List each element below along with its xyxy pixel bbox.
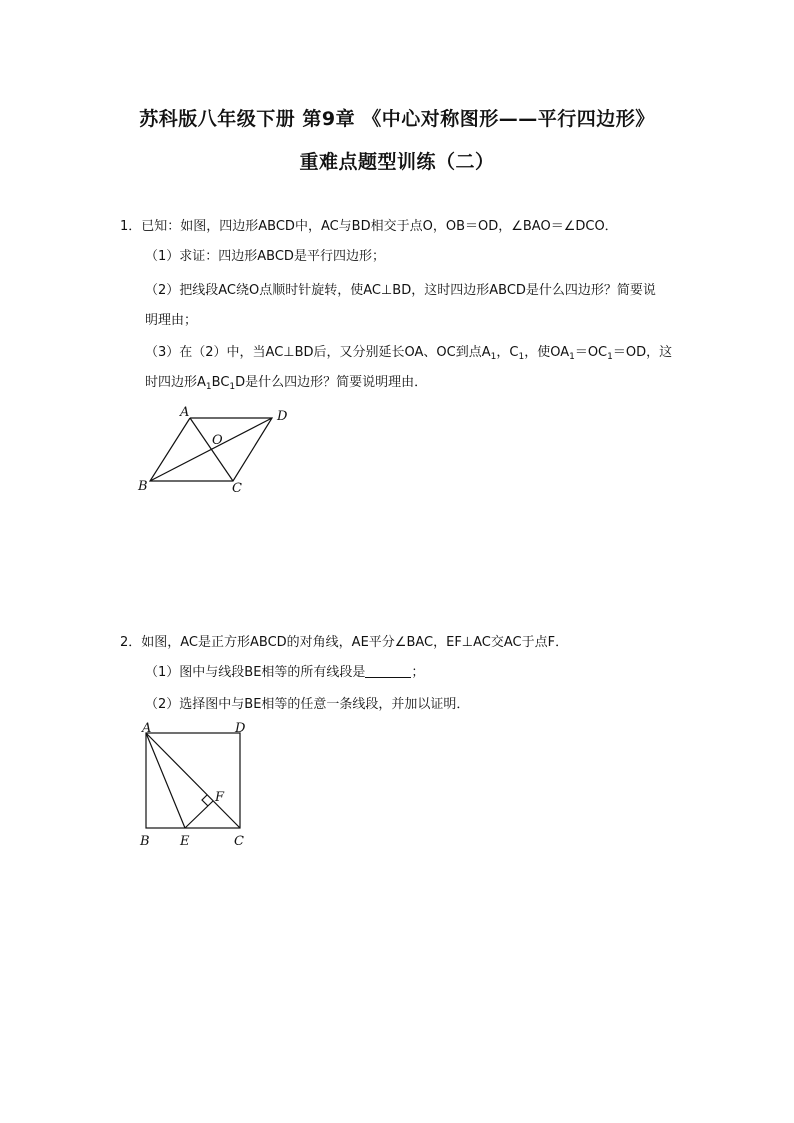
q2-label-f: F xyxy=(215,790,225,805)
q1-part1: （1）求证：四边形ABCD是平行四边形； xyxy=(145,249,385,264)
q1-label-b: B xyxy=(138,479,148,494)
q1-label-o: O xyxy=(212,433,223,448)
q1-stem: 1．已知：如图，四边形ABCD中，AC与BD相交于点O，OB＝OD，∠BAO＝∠DCO． xyxy=(120,219,618,234)
q2-part2: （2）选择图中与BE相等的任意一条线段，并加以证明． xyxy=(145,697,470,712)
q2-label-e: E xyxy=(180,834,190,849)
q1-part2-line1: （2）把线段AC绕O点顺时针旋转，使AC⊥BD，这时四边形ABCD是什么四边形？简要说 xyxy=(145,283,656,298)
q2-label-b: B xyxy=(140,834,150,849)
q1-part2-line2: 明理由； xyxy=(145,313,198,328)
q1-part3-line2: 时四边形$A_1BC_1D$是什么四边形？简要说明理由． xyxy=(145,375,428,392)
q1-label-d: D xyxy=(277,409,288,424)
title-line-2: 重难点题型训练（二） xyxy=(299,151,495,173)
q1-label-c: C xyxy=(232,481,242,496)
title-line-1: 苏科版八年级下册 第9章 《中心对称图形——平行四边形》 xyxy=(139,108,655,130)
q2-label-a: A xyxy=(142,721,152,736)
q2-part1: （1）图中与线段BE相等的所有线段是 ； xyxy=(145,665,425,680)
q2-label-d: D xyxy=(235,721,246,736)
q2-stem: 2．如图，AC是正方形ABCD的对角线，AE平分∠BAC，EF⊥AC交AC于点F． xyxy=(120,635,569,650)
q1-part3-line1: （3）在（2）中，当AC⊥BD后，又分别延长OA、OC到点$A_1$，$C_1$，使$OA_1=OC_1=OD$，这 xyxy=(145,345,673,362)
q2-label-c: C xyxy=(234,834,244,849)
q1-label-a: A xyxy=(180,405,190,420)
